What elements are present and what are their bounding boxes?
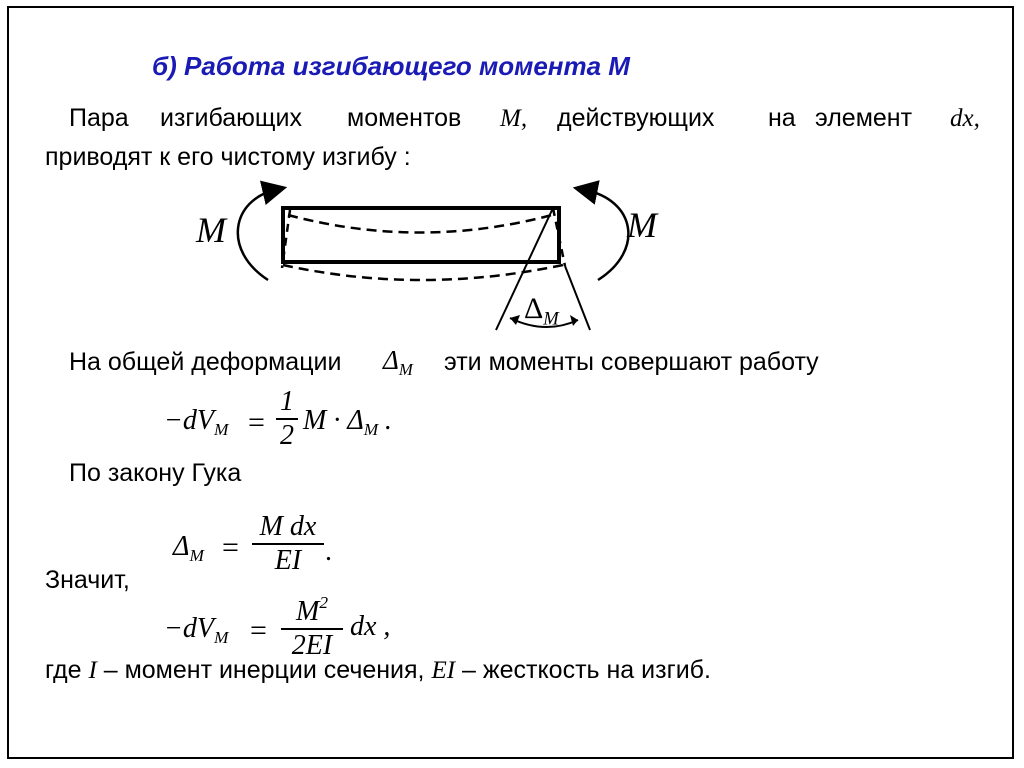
eq1-equals: = [248, 406, 265, 439]
eq3-numerator: $M^2$ [295, 593, 328, 628]
para-word: элемент [815, 104, 913, 132]
work-text-1: На общей деформации [69, 348, 342, 376]
eq1-numerator: 1 [280, 386, 294, 417]
angle-arrowhead-right [570, 315, 578, 326]
eq3-equals: = [250, 614, 267, 647]
eq3-denominator: 2EI [291, 630, 333, 662]
eq2-equals: = [222, 531, 239, 564]
hooke-law: По закону Гука [69, 459, 242, 487]
eq3-lhs: $-dV_M$ [164, 613, 229, 648]
beam-element [283, 208, 559, 262]
symbol-dx: dx, [950, 105, 980, 132]
eq2-fraction [252, 513, 324, 575]
eq1-rhs: $M \cdot \Delta_M$ . [303, 405, 392, 440]
eq2-numerator: M dx [259, 511, 317, 542]
eq1-lhs: $-dV_M$ [164, 405, 229, 440]
para-word: на [768, 104, 796, 132]
definition-line: где I – момент инерции сечения, EI – жесткость на изгиб. [45, 656, 711, 684]
symbol-m: M, [500, 105, 528, 132]
slide-title: б) Работа изгибающего момента М [152, 51, 630, 81]
delta-m-inline: $\Delta_M$ [383, 345, 413, 379]
delta-label: $\Delta_M$ [524, 292, 559, 330]
eq2-denominator: EI [274, 545, 302, 576]
eq3-fraction [281, 594, 343, 660]
eq3-rhs: dx , [350, 611, 391, 642]
para-word: изгибающих [160, 104, 302, 132]
para-line2: приводят к его чистому изгибу : [45, 143, 411, 171]
eq2-lhs: $\Delta_M$ [173, 531, 204, 566]
moment-label-right: M [627, 205, 657, 245]
therefore-text: Значит, [45, 566, 130, 594]
eq2-period: . [325, 536, 332, 567]
eq1-denominator: 2 [280, 420, 294, 451]
para-word: моментов [347, 104, 462, 132]
moment-label-left: M [196, 210, 226, 250]
moment-arrow-right [585, 190, 628, 280]
para-word: действующих [557, 104, 715, 132]
deformed-top [288, 215, 552, 233]
eq1-fraction [276, 388, 298, 450]
angle-arrowhead-left [510, 315, 520, 325]
moment-arrow-left [238, 190, 275, 280]
para-word: Пара [69, 104, 129, 132]
work-text-2: эти моменты совершают работу [444, 348, 819, 376]
